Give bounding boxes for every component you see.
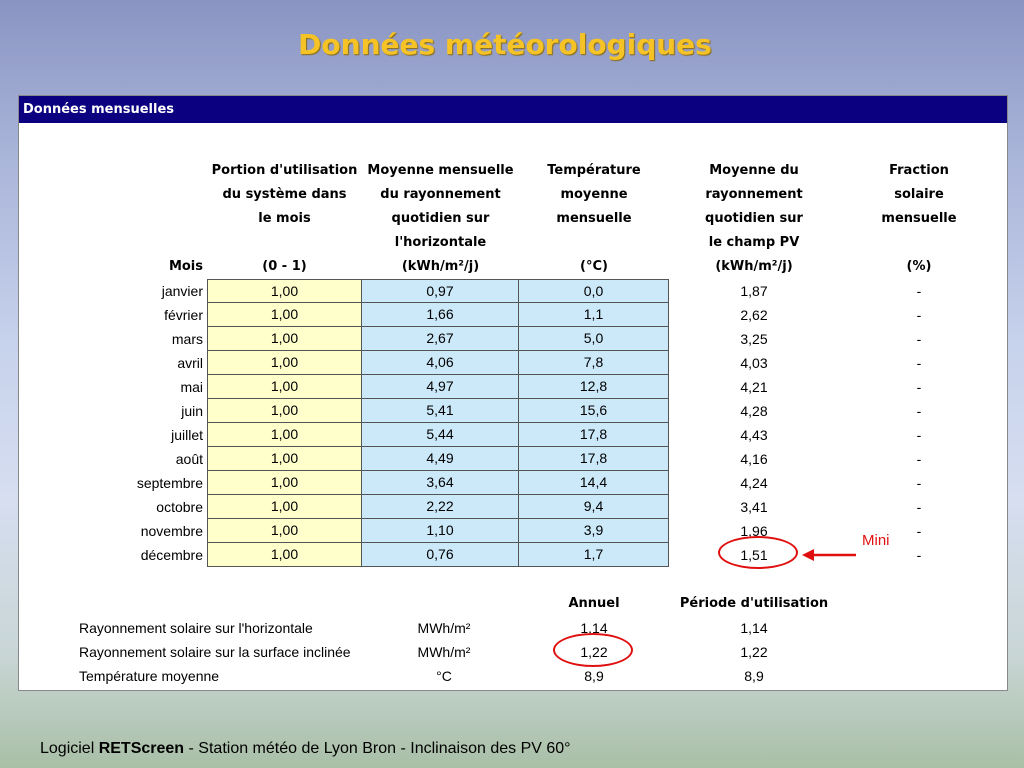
radiation-pv-cell: 4,03 bbox=[740, 355, 768, 371]
solar-fraction-cell: - bbox=[916, 307, 922, 323]
portion-cell: 1,00 bbox=[207, 375, 362, 399]
month-label: février bbox=[164, 307, 203, 323]
radiation-horizontal-cell: 5,41 bbox=[362, 399, 519, 423]
month-label: novembre bbox=[140, 523, 203, 539]
portion-cell: 1,00 bbox=[207, 399, 362, 423]
column-header-1 bbox=[207, 159, 362, 231]
portion-cell: 1,00 bbox=[207, 519, 362, 543]
portion-cell: 1,00 bbox=[207, 327, 362, 351]
temperature-cell: 5,0 bbox=[519, 327, 669, 351]
temperature-cell: 17,8 bbox=[519, 447, 669, 471]
column-header-4 bbox=[679, 159, 829, 255]
column-header-line: Portion d'utilisation bbox=[211, 163, 358, 178]
column-header-line: quotidien sur bbox=[391, 211, 490, 226]
column-header-line: mensuelle bbox=[556, 211, 632, 226]
summary-period-value: 1,14 bbox=[740, 620, 768, 636]
radiation-pv-cell: 3,41 bbox=[740, 499, 768, 515]
solar-fraction-cell: - bbox=[916, 475, 922, 491]
radiation-pv-cell: 1,51 bbox=[740, 547, 768, 563]
column-header-line: le champ PV bbox=[708, 235, 800, 250]
mini-label: Mini bbox=[862, 532, 890, 549]
mini-arrow-icon bbox=[800, 545, 860, 565]
spreadsheet-panel bbox=[18, 95, 1008, 691]
unit-label: (kWh/m²/j) bbox=[715, 259, 793, 274]
temperature-cell: 3,9 bbox=[519, 519, 669, 543]
summary-annual-value: 8,9 bbox=[584, 668, 604, 684]
portion-cell: 1,00 bbox=[207, 303, 362, 327]
unit-label: (kWh/m²/j) bbox=[401, 259, 480, 274]
month-label: septembre bbox=[136, 475, 203, 491]
summary-label: Température moyenne bbox=[79, 668, 220, 684]
radiation-horizontal-cell: 4,06 bbox=[362, 351, 519, 375]
column-header-line: l'horizontale bbox=[394, 235, 487, 250]
portion-cell: 1,00 bbox=[207, 423, 362, 447]
month-label: mai bbox=[180, 379, 203, 395]
portion-cell: 1,00 bbox=[207, 447, 362, 471]
column-header-line: Moyenne mensuelle bbox=[367, 163, 514, 178]
column-header-line: Fraction bbox=[889, 163, 949, 178]
portion-cell: 1,00 bbox=[207, 543, 362, 567]
column-header-line: solaire bbox=[894, 187, 944, 202]
radiation-pv-cell: 4,24 bbox=[740, 475, 768, 491]
summary-annual-value: 1,22 bbox=[580, 644, 608, 660]
month-label: août bbox=[175, 451, 203, 467]
column-header-line: rayonnement bbox=[705, 187, 803, 202]
column-header-line: du système dans bbox=[222, 187, 347, 202]
summary-unit: °C bbox=[436, 668, 452, 684]
month-label: janvier bbox=[161, 283, 203, 299]
column-header-line: mensuelle bbox=[881, 211, 957, 226]
temperature-cell: 15,6 bbox=[519, 399, 669, 423]
temperature-cell: 0,0 bbox=[519, 279, 669, 303]
portion-cell: 1,00 bbox=[207, 471, 362, 495]
unit-label: (%) bbox=[906, 259, 932, 274]
temperature-cell: 7,8 bbox=[519, 351, 669, 375]
mini-highlight-oval bbox=[718, 536, 798, 569]
portion-cell: 1,00 bbox=[207, 279, 362, 303]
radiation-pv-cell: 4,16 bbox=[740, 451, 768, 467]
radiation-pv-cell: 1,96 bbox=[740, 523, 768, 539]
annual-highlight-oval bbox=[553, 633, 633, 667]
column-header-line: du rayonnement bbox=[380, 187, 501, 202]
radiation-horizontal-cell: 0,97 bbox=[362, 279, 519, 303]
temperature-cell: 17,8 bbox=[519, 423, 669, 447]
solar-fraction-cell: - bbox=[916, 283, 922, 299]
column-header-2 bbox=[362, 159, 519, 255]
month-label: octobre bbox=[156, 499, 203, 515]
radiation-pv-cell: 1,87 bbox=[740, 283, 768, 299]
column-header-line: quotidien sur bbox=[705, 211, 803, 226]
solar-fraction-cell: - bbox=[916, 427, 922, 443]
column-header-line: Température bbox=[547, 163, 641, 178]
radiation-horizontal-cell: 1,66 bbox=[362, 303, 519, 327]
radiation-pv-cell: 4,43 bbox=[740, 427, 768, 443]
portion-cell: 1,00 bbox=[207, 495, 362, 519]
summary-unit: MWh/m² bbox=[417, 620, 471, 636]
solar-fraction-cell: - bbox=[916, 547, 922, 563]
radiation-horizontal-cell: 2,67 bbox=[362, 327, 519, 351]
solar-fraction-cell: - bbox=[916, 451, 922, 467]
column-header-line: moyenne bbox=[560, 187, 628, 202]
solar-fraction-cell: - bbox=[916, 523, 922, 539]
unit-label: (°C) bbox=[580, 259, 608, 274]
temperature-cell: 9,4 bbox=[519, 495, 669, 519]
month-label: juillet bbox=[171, 427, 203, 443]
slide-title: Données météorologiques bbox=[298, 28, 712, 61]
footer-suffix: - Station météo de Lyon Bron - Inclinaison des PV 60° bbox=[184, 740, 571, 757]
column-header-line: Moyenne du bbox=[709, 163, 799, 178]
summary-header-periode: Période d'utilisation bbox=[679, 596, 829, 611]
radiation-horizontal-cell: 4,49 bbox=[362, 447, 519, 471]
summary-unit: MWh/m² bbox=[417, 644, 471, 660]
summary-period-value: 1,22 bbox=[740, 644, 768, 660]
temperature-cell: 14,4 bbox=[519, 471, 669, 495]
radiation-pv-cell: 2,62 bbox=[740, 307, 768, 323]
month-label: juin bbox=[181, 403, 203, 419]
month-label: mars bbox=[171, 331, 203, 347]
column-header-5 bbox=[849, 159, 989, 231]
radiation-horizontal-cell: 4,97 bbox=[362, 375, 519, 399]
sheet-header: Données mensuelles bbox=[19, 96, 1007, 123]
solar-fraction-cell: - bbox=[916, 331, 922, 347]
summary-period-value: 8,9 bbox=[744, 668, 764, 684]
column-header-line: le mois bbox=[258, 211, 311, 226]
solar-fraction-cell: - bbox=[916, 403, 922, 419]
radiation-pv-cell: 3,25 bbox=[740, 331, 768, 347]
solar-fraction-cell: - bbox=[916, 379, 922, 395]
summary-label: Rayonnement solaire sur l'horizontale bbox=[79, 620, 313, 636]
temperature-cell: 1,1 bbox=[519, 303, 669, 327]
radiation-horizontal-cell: 1,10 bbox=[362, 519, 519, 543]
radiation-horizontal-cell: 2,22 bbox=[362, 495, 519, 519]
portion-cell: 1,00 bbox=[207, 351, 362, 375]
month-header: Mois bbox=[168, 259, 203, 274]
footer-caption bbox=[40, 740, 571, 758]
radiation-pv-cell: 4,21 bbox=[740, 379, 768, 395]
radiation-pv-cell: 4,28 bbox=[740, 403, 768, 419]
radiation-horizontal-cell: 0,76 bbox=[362, 543, 519, 567]
temperature-cell: 12,8 bbox=[519, 375, 669, 399]
unit-label: (0 - 1) bbox=[262, 259, 307, 274]
summary-header-annuel: Annuel bbox=[568, 596, 620, 611]
solar-fraction-cell: - bbox=[916, 355, 922, 371]
summary-label: Rayonnement solaire sur la surface inclinée bbox=[79, 644, 351, 660]
footer-brand: RETScreen bbox=[98, 740, 185, 757]
footer-prefix: Logiciel bbox=[40, 740, 99, 757]
column-header-3 bbox=[519, 159, 669, 231]
radiation-horizontal-cell: 5,44 bbox=[362, 423, 519, 447]
temperature-cell: 1,7 bbox=[519, 543, 669, 567]
radiation-horizontal-cell: 3,64 bbox=[362, 471, 519, 495]
solar-fraction-cell: - bbox=[916, 499, 922, 515]
month-label: décembre bbox=[140, 547, 203, 563]
summary-annual-value: 1,14 bbox=[580, 620, 608, 636]
month-label: avril bbox=[177, 355, 203, 371]
